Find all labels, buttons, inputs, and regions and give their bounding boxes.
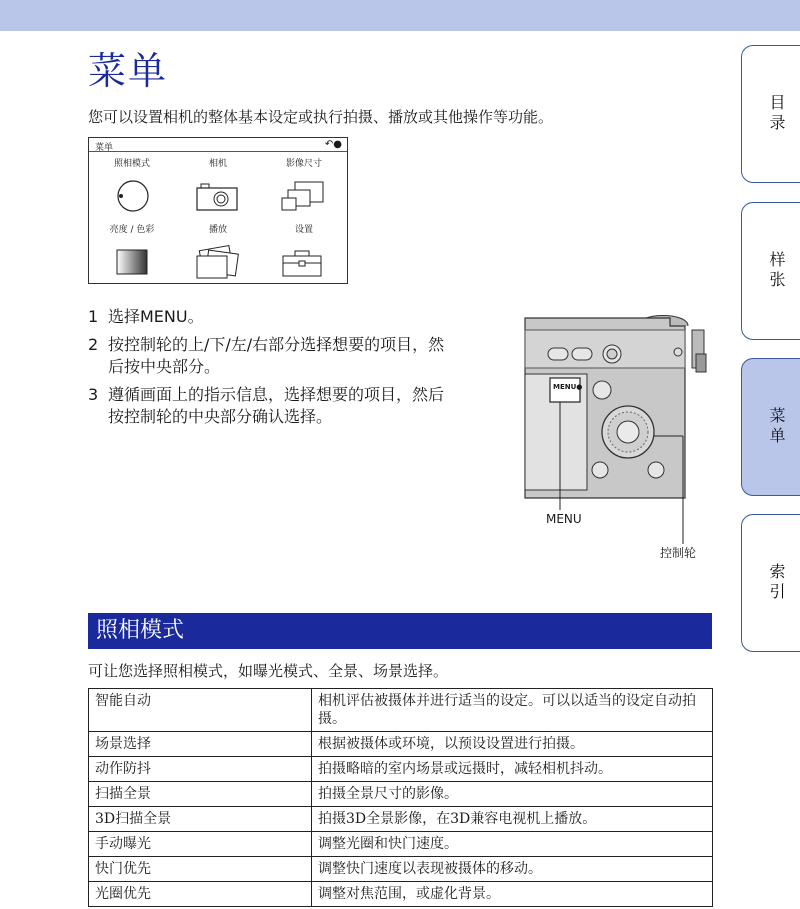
mode-desc: 拍摄3D全景影像，在3D兼容电视机上播放。 (312, 807, 713, 832)
shooting-mode-table (88, 688, 713, 907)
mode-desc: 拍摄略暗的室内场景或远摄时，减轻相机抖动。 (312, 757, 713, 782)
mode-dial-icon (111, 178, 155, 214)
toolbox-icon (281, 250, 325, 278)
mode-desc: 调整光圈和快门速度。 (312, 832, 713, 857)
step-item (88, 334, 448, 378)
menu-item-setup: 设置 (294, 225, 313, 235)
mode-desc: 调整快门速度以表现被摄体的移动。 (312, 857, 713, 882)
menu-item-playback: 播放 (208, 225, 227, 235)
menu-callout-label: MENU (546, 512, 582, 526)
steps-list (88, 306, 448, 434)
step-number: 3 (88, 385, 99, 404)
step-number: 2 (88, 335, 99, 354)
page-title: 菜单 (88, 49, 169, 93)
tab-index-label: 索引 (767, 563, 786, 603)
mode-name: 智能自动 (89, 689, 312, 732)
mode-desc: 根据被摄体或环境，以预设设置进行拍摄。 (312, 732, 713, 757)
brightness-color-icon (115, 248, 151, 276)
table-row (89, 807, 713, 832)
tab-menu-label: 菜单 (767, 407, 786, 447)
table-row (89, 832, 713, 857)
menu-item-image-size: 影像尺寸 (285, 159, 322, 169)
tab-index[interactable] (741, 514, 800, 652)
mode-name: 光圈优先 (89, 882, 312, 907)
back-icon: ↶● (324, 139, 342, 150)
mode-desc: 相机评估被摄体并进行适当的设定。可以以适当的设定自动拍摄。 (312, 689, 713, 732)
tab-contents[interactable] (741, 45, 800, 183)
step-number: 1 (88, 307, 99, 326)
menu-item-shooting-mode: 照相模式 (113, 159, 150, 169)
mode-name: 手动曝光 (89, 832, 312, 857)
step-text: 按控制轮的上/下/左/右部分选择想要的项目，然后按中央部分。 (108, 335, 445, 376)
step-text: 选择MENU。 (108, 307, 204, 326)
mode-name: 动作防抖 (89, 757, 312, 782)
table-row (89, 732, 713, 757)
image-size-icon (279, 180, 327, 214)
menu-button-label: MENU● (553, 383, 583, 391)
mode-desc: 调整对焦范围，或虚化背景。 (312, 882, 713, 907)
mode-name: 3D扫描全景 (89, 807, 312, 832)
tab-menu[interactable] (741, 358, 800, 496)
menu-screen-illustration (88, 137, 348, 284)
step-item (88, 306, 448, 328)
camera-body-drawing (520, 308, 720, 568)
step-item (88, 384, 448, 428)
table-row (89, 689, 713, 732)
tab-samples[interactable] (741, 202, 800, 340)
section-description: 可让您选择照相模式，如曝光模式、全景、场景选择。 (88, 662, 449, 680)
camera-back-illustration (520, 308, 720, 572)
table-row (89, 782, 713, 807)
tab-contents-label: 目录 (767, 94, 786, 134)
step-text: 遵循画面上的指示信息，选择想要的项目，然后按控制轮的中央部分确认选择。 (108, 385, 445, 426)
intro-text: 您可以设置相机的整体基本设定或执行拍摄、播放或其他操作等功能。 (88, 108, 554, 126)
menu-screen-title: 菜单 (95, 143, 114, 153)
camera-icon (195, 182, 241, 212)
playback-icon (193, 244, 243, 280)
section-title: 照相模式 (88, 613, 712, 649)
tab-samples-label: 样张 (767, 251, 786, 291)
table-row (89, 857, 713, 882)
control-wheel-callout-label: 控制轮 (660, 546, 697, 560)
divider (89, 151, 347, 152)
table-row (89, 882, 713, 907)
mode-desc: 拍摄全景尺寸的影像。 (312, 782, 713, 807)
mode-name: 快门优先 (89, 857, 312, 882)
table-row (89, 757, 713, 782)
menu-item-camera: 相机 (208, 159, 227, 169)
menu-item-brightness-color: 亮度 / 色彩 (109, 225, 155, 235)
mode-name: 扫描全景 (89, 782, 312, 807)
top-band (0, 0, 800, 31)
mode-name: 场景选择 (89, 732, 312, 757)
